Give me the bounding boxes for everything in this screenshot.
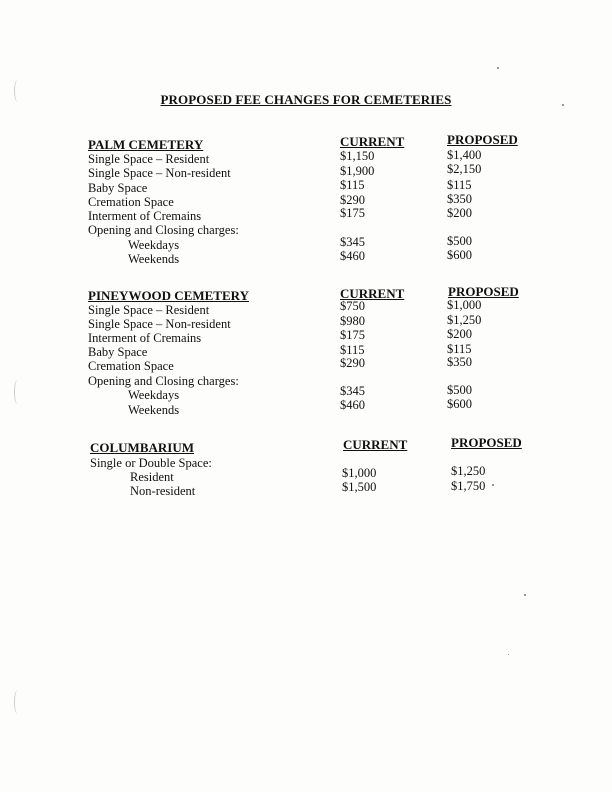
fee-row — [0, 234, 612, 253]
fee-label: Single Space – Resident — [88, 152, 210, 166]
fee-row — [0, 178, 612, 196]
proposed-fee: $200 — [447, 206, 472, 220]
fee-row — [0, 162, 612, 181]
fee-row — [0, 248, 612, 267]
punch-hole-shadow — [14, 380, 21, 404]
fee-row — [0, 355, 612, 374]
fee-row — [0, 397, 612, 418]
fee-label: Baby Space — [88, 181, 148, 195]
pineywood-cemetery-heading: PINEYWOOD CEMETERY — [88, 288, 249, 303]
proposed-fee: $115 — [447, 178, 472, 192]
fee-row — [0, 223, 612, 238]
fee-label: Weekends — [128, 252, 180, 266]
current-fee: $460 — [340, 398, 365, 412]
current-fee: $1,150 — [340, 149, 375, 163]
fee-label: Opening and Closing charges: — [88, 223, 239, 237]
scan-speck — [562, 104, 564, 106]
scan-speck — [508, 654, 509, 655]
fee-row — [0, 342, 612, 360]
fee-row — [0, 206, 612, 224]
proposed-fee: $500 — [447, 383, 472, 397]
fee-row — [0, 479, 612, 499]
current-fee: $115 — [340, 343, 365, 357]
current-fee: $290 — [340, 356, 365, 370]
current-fee: $1,900 — [340, 164, 375, 178]
fee-label: Non-resident — [130, 484, 196, 498]
proposed-fee: $1,250 — [447, 313, 482, 327]
columbarium-heading: COLUMBARIUM — [90, 440, 194, 455]
fee-row — [0, 192, 612, 210]
fee-label: Interment of Cremains — [88, 331, 202, 345]
proposed-fee: $1,250 — [451, 464, 486, 478]
current-fee: $1,000 — [342, 466, 377, 480]
fee-label: Single Space – Non-resident — [88, 166, 231, 180]
fee-row — [0, 148, 612, 167]
palm-cemetery-heading: PALM CEMETERY — [88, 137, 204, 152]
current-fee: $345 — [340, 235, 365, 249]
punch-hole-shadow — [14, 690, 21, 714]
fee-row — [0, 456, 612, 471]
fee-label: Weekdays — [128, 388, 180, 402]
fee-row — [0, 298, 612, 318]
fee-row — [0, 383, 612, 403]
current-fee: $750 — [340, 299, 365, 313]
fee-row — [0, 313, 612, 332]
fee-label: Single Space – Resident — [88, 303, 210, 317]
proposed-fee: $2,150 — [447, 162, 482, 176]
fee-row — [0, 374, 612, 389]
scan-speck — [524, 594, 526, 596]
columbarium-proposed-header: PROPOSED — [451, 435, 522, 450]
columbarium-current-header: CURRENT — [343, 437, 408, 452]
proposed-fee: $115 — [447, 342, 472, 356]
fee-label: Opening and Closing charges: — [88, 374, 239, 388]
pineywood-current-header: CURRENT — [340, 286, 405, 301]
proposed-fee: $1,400 — [447, 148, 482, 162]
current-fee: $175 — [340, 328, 365, 342]
document-title: PROPOSED FEE CHANGES FOR CEMETERIES — [160, 92, 452, 107]
fee-label: Weekdays — [128, 238, 180, 252]
fee-label: Weekends — [128, 403, 180, 417]
proposed-fee: $600 — [447, 248, 472, 262]
fee-row — [0, 327, 612, 346]
proposed-fee: $350 — [447, 355, 472, 369]
proposed-fee: $200 — [447, 327, 472, 341]
fee-label: Cremation Space — [88, 359, 174, 373]
proposed-fee: $1,750 — [451, 479, 486, 493]
fee-label: Single Space – Non-resident — [88, 317, 231, 331]
fee-label: Resident — [130, 470, 174, 484]
current-fee: $980 — [340, 314, 365, 328]
fee-label: Interment of Cremains — [88, 209, 202, 223]
proposed-fee: $350 — [447, 192, 472, 206]
current-fee: $460 — [340, 249, 365, 263]
proposed-fee: $500 — [447, 234, 472, 248]
current-fee: $1,500 — [342, 480, 377, 494]
current-fee: $175 — [340, 206, 365, 220]
palm-proposed-header: PROPOSED — [447, 132, 518, 147]
pineywood-proposed-header: PROPOSED — [448, 284, 519, 299]
fee-label: Baby Space — [88, 345, 148, 359]
proposed-fee: $1,000 — [447, 298, 482, 312]
current-fee: $345 — [340, 384, 365, 398]
current-fee: $290 — [340, 193, 365, 207]
scan-speck — [492, 484, 494, 486]
fee-row — [0, 464, 612, 485]
scan-speck — [497, 67, 499, 69]
current-fee: $115 — [340, 178, 365, 192]
fee-label: Single or Double Space: — [90, 456, 212, 470]
punch-hole-shadow — [14, 80, 21, 102]
proposed-fee: $600 — [447, 397, 472, 411]
palm-current-header: CURRENT — [340, 134, 405, 149]
fee-label: Cremation Space — [88, 195, 174, 209]
